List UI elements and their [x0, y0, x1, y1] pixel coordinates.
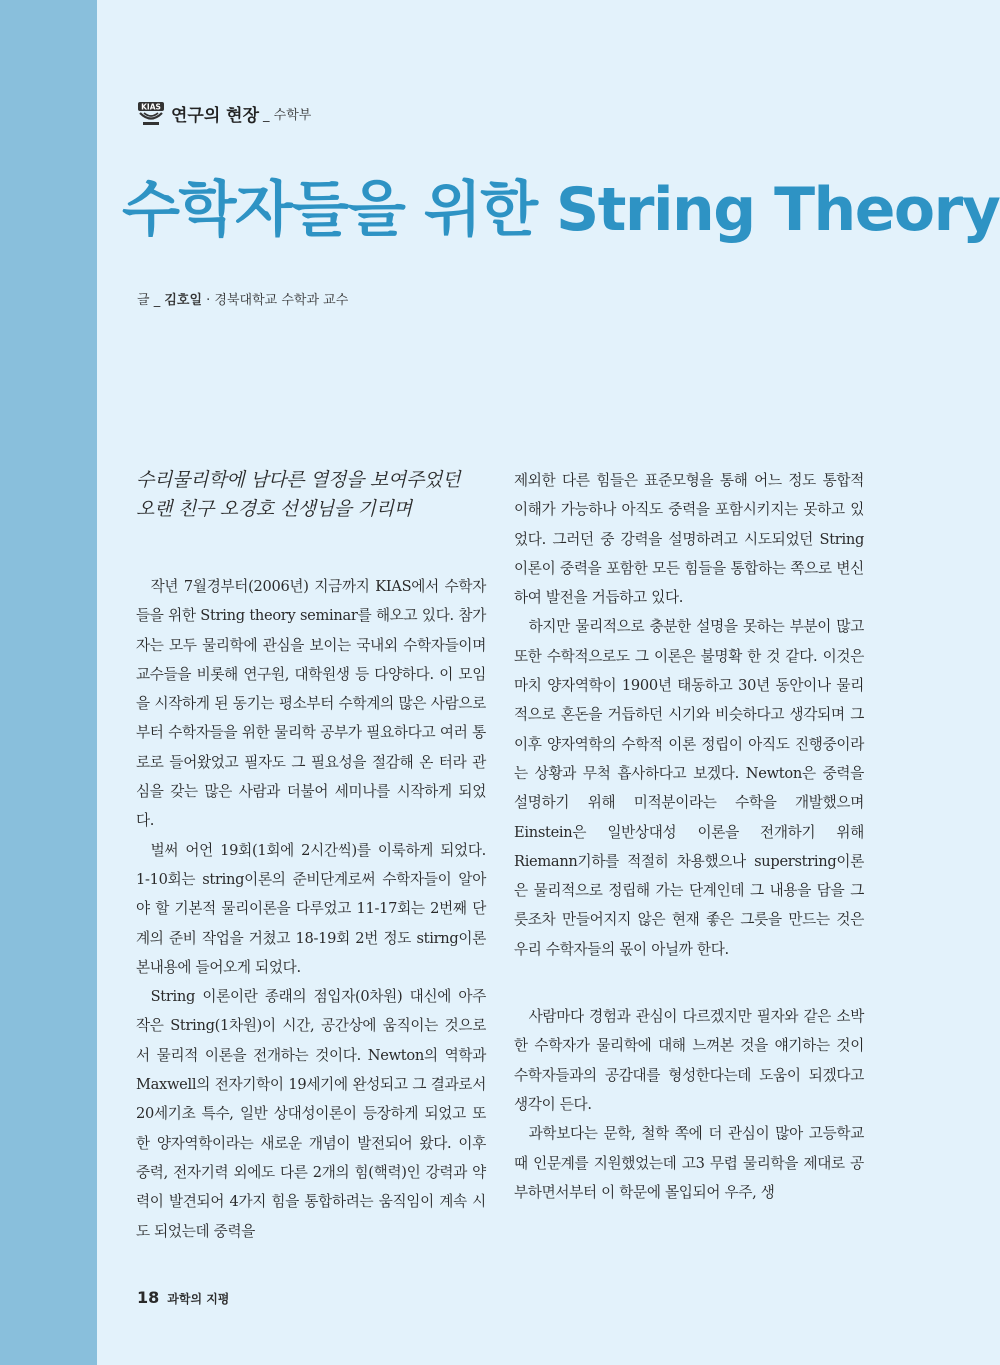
section-header	[137, 100, 311, 126]
right-column	[514, 466, 864, 1207]
body-paragraph: String 이론이란 종래의 점입자(0차원) 대신에 아주 작은 String(1차원)이 시간, 공간상에 움직이는 것으로서 물리적 이론을 전개하는 것이다. Newton의 역학과 Maxwell의 전자기학이 19세기에 완성되고 그 결과로서 20세기초 특수, 일반 상대성이론이 등장하게 되었고 또한 양자역학이라는 새로운 개념이 발전되어 왔다. 이후 중력, 전자기력 외에도 다른 2개의 힘(핵력)인 강력과 약력이 발견되어 4가지 힘을 통합하려는 움직임이 계속 시도 되었는데 중력을	[136, 988, 486, 1240]
body-paragraph: 벌써 어언 19회(1회에 2시간씩)를 이룩하게 되었다. 1-10회는 string이론의 준비단계로써 수학자들이 알아야 할 기본적 물리이론을 다루었고 11-17회는 2번째 단계의 준비 작업을 거쳤고 18-19회 2번 정도 stirng이론 본내용에 들어오게 되었다.	[136, 841, 486, 976]
left-column	[136, 466, 486, 1246]
byline	[137, 289, 348, 308]
quote-line: 오랜 친구 오경호 선생님을 기리며	[136, 498, 412, 520]
kias-logo-icon	[137, 100, 165, 126]
body-paragraph: 과학보다는 문학, 철학 쪽에 더 관심이 많아 고등학교때 인문계를 지원했었는데 고3 무렵 물리학을 제대로 공부하면서부터 이 학문에 몰입되어 우주, 생	[514, 1125, 864, 1201]
byline-prefix: 글 _	[137, 293, 165, 308]
body-paragraph: 하지만 물리적으로 충분한 설명을 못하는 부분이 많고 또한 수학적으로도 그 이론은 불명확 한 것 같다. 이것은 마치 양자역학이 1900년 태동하고 30년 동안이나 물리적으로 혼돈을 거듭하던 시기와 비슷하다고 생각되며 그 이후 양자역학의 수학적 이론 정립이 아직도 진행중이라는 상황과 무척 흡사하다고 보겠다. Newton은 중력을 설명하기 위해 미적분이라는 수학을 개발했으며 Einstein은 일반상대성 이론을 전개하기 위해 Riemann기하를 적절히 차용했으나 superstring이론은 물리적으로 정립해 가는 단계인데 그 내용을 담을 그릇조차 만들어지지 않은 현재 좋은 그릇을 만드는 것은 우리 수학자들의 몫이 아닐까 한다.	[514, 618, 864, 958]
page-title: 수학자들을 위한 String Theory	[122, 175, 1000, 245]
paragraph-gap	[514, 964, 864, 1002]
dedication-quote	[136, 466, 486, 524]
section-title: 연구의 현장	[171, 105, 260, 126]
magazine-name: 과학의 지평	[167, 1292, 230, 1306]
page-number: 18	[137, 1288, 160, 1307]
author-affiliation: · 경북대학교 수학과 교수	[202, 293, 349, 308]
author-name: 김호일	[164, 293, 203, 308]
quote-line: 수리물리학에 남다른 열정을 보여주었던	[136, 469, 461, 491]
body-paragraph: 작년 7월경부터(2006년) 지금까지 KIAS에서 수학자들을 위한 String theory seminar를 해오고 있다. 참가자는 모두 물리학에 관심을 보이는 국내외 수학자들이며 교수들을 비롯해 연구원, 대학원생 등 다양하다. 이 모임을 시작하게 된 동기는 평소부터 수학계의 많은 사람으로부터 수학자들을 위한 물리학 공부가 필요하다고 여러 통로로 들어왔었고 필자도 그 필요성을 절감해 온 터라 관심을 갖는 많은 사람과 더불어 세미나를 시작하게 되었다.	[136, 578, 486, 830]
section-subtitle: _ 수학부	[263, 107, 312, 123]
body-paragraph: 제외한 다른 힘들은 표준모형을 통해 어느 정도 통합적 이해가 가능하나 아직도 중력을 포함시키지는 못하고 있었다. 그러던 중 강력을 설명하려고 시도되었던 String이론이 중력을 포함한 모든 힘들을 통합하는 쪽으로 변신하여 발전을 거듭하고 있다.	[514, 472, 864, 607]
side-band	[0, 0, 97, 1365]
body-paragraph: 사람마다 경험과 관심이 다르겠지만 필자와 같은 소박한 수학자가 물리학에 대해 느껴본 것을 얘기하는 것이 수학자들과의 공감대를 형성한다는데 도움이 되겠다고 생각이 든다.	[514, 1008, 864, 1113]
logo-text: KIAS	[141, 102, 161, 112]
page-footer	[137, 1288, 229, 1307]
